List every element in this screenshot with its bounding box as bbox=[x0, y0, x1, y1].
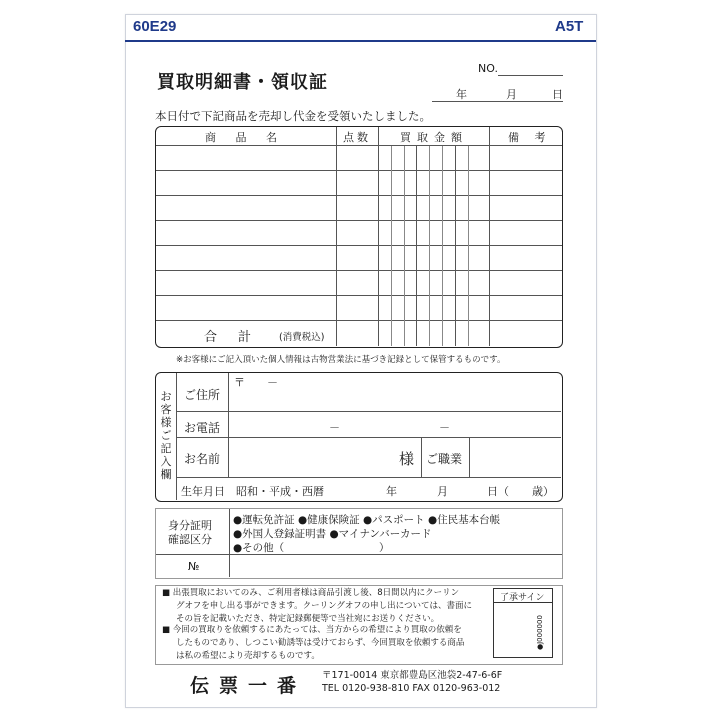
customer-side-label: お客様ご記入欄 bbox=[160, 390, 172, 481]
row-line bbox=[156, 295, 562, 296]
col-qty-header: 点数 bbox=[343, 131, 371, 144]
privacy-note: ※お客様にご記入頂いた個人情報は古物営業法に基づき記録として保管するものです。 bbox=[176, 355, 506, 365]
digit-divider bbox=[455, 146, 456, 346]
name-row-line bbox=[177, 477, 561, 478]
phone-label: お電話 bbox=[184, 421, 221, 435]
intro-text: 本日付で下記商品を売却し代金を受領いたしました。 bbox=[155, 109, 431, 123]
job-divider bbox=[469, 438, 470, 477]
row-line bbox=[156, 195, 562, 196]
birth-label: 生年月日 bbox=[181, 485, 225, 498]
date-day: 日 bbox=[552, 88, 563, 101]
form-code-right: A5T bbox=[555, 18, 584, 35]
id-options-2: ●外国人登録証明書 ●マイナンバーカード bbox=[233, 528, 432, 540]
row-line bbox=[156, 245, 562, 246]
tax-note: (消費税込) bbox=[279, 332, 325, 343]
row-line bbox=[156, 270, 562, 271]
digit-divider bbox=[468, 146, 469, 346]
notice-line-2: グオフを申し出る事ができます。クーリングオフの申し出については、書面に bbox=[176, 601, 472, 611]
id-no-label: № bbox=[188, 560, 200, 573]
id-label-2: 確認区分 bbox=[168, 533, 212, 546]
id-options-3: ●その他（ bbox=[233, 542, 285, 554]
notice-line-4: ■ 今回の買取りを依頼するにあたっては、当方からの希望により買取の依頼を bbox=[162, 625, 462, 635]
phone-dash-2: － bbox=[439, 421, 450, 434]
id-label-1: 身分証明 bbox=[168, 519, 212, 532]
consent-sign-label: 了承サイン bbox=[500, 593, 545, 603]
birth-month: 月 bbox=[437, 485, 448, 498]
items-table bbox=[155, 126, 563, 348]
form-code-left: 60E29 bbox=[133, 18, 177, 35]
col-price-header: 買取金額 bbox=[400, 131, 468, 144]
notice-line-6: は私の希望により売却するものです。 bbox=[176, 651, 320, 661]
digit-divider bbox=[429, 146, 430, 346]
digit-divider bbox=[404, 146, 405, 346]
notice-line-1: ■ 出張買取においてのみ、ご利用者様は商品引渡し後、8日間以内にクーリン bbox=[162, 588, 460, 598]
notice-line-5: したものであり、しつこい勧誘等は受けておらず、今回買取を依頼する商品 bbox=[176, 638, 465, 648]
id-row-line bbox=[156, 554, 562, 555]
col-divider bbox=[489, 127, 490, 346]
col-divider bbox=[378, 127, 379, 346]
total-label: 合 計 bbox=[204, 330, 256, 345]
col-remarks-header: 備 考 bbox=[508, 131, 552, 144]
row-line bbox=[156, 170, 562, 171]
birth-year: 年 bbox=[386, 485, 397, 498]
row-line bbox=[156, 220, 562, 221]
date-month: 月 bbox=[506, 88, 517, 101]
company-address: 〒171-0014 東京都豊島区池袋2-47-6-6F bbox=[322, 670, 503, 681]
phone-dash-1: － bbox=[329, 421, 340, 434]
address-row-line bbox=[177, 411, 561, 412]
date-line bbox=[432, 101, 563, 102]
form-title: 買取明細書・領収証 bbox=[157, 72, 328, 93]
birth-age: 歳） bbox=[532, 485, 554, 498]
brand-name: 伝票一番 bbox=[190, 675, 307, 697]
total-row-line bbox=[156, 320, 562, 321]
col-item-header: 商 品 名 bbox=[205, 131, 285, 144]
no-label: NO. bbox=[478, 62, 498, 75]
postal-mark: 〒 － bbox=[234, 376, 278, 389]
col-divider bbox=[336, 127, 337, 346]
company-tel-fax: TEL 0120-938-810 FAX 0120-963-012 bbox=[322, 683, 501, 694]
header-rule bbox=[125, 40, 596, 42]
side-code: ●J000000 bbox=[536, 615, 544, 650]
id-options-1: ●運転免許証 ●健康保険証 ●パスポート ●住民基本台帳 bbox=[233, 514, 501, 526]
notice-line-3: その旨を記載いただき、特定記録郵便等で当社宛にお送りください。 bbox=[176, 614, 440, 624]
birth-eras: 昭和・平成・西暦 bbox=[236, 485, 324, 498]
name-label: お名前 bbox=[184, 452, 221, 466]
label-divider bbox=[228, 373, 229, 477]
date-year: 年 bbox=[456, 88, 467, 101]
id-options-3-end: ） bbox=[379, 542, 390, 554]
birth-day: 日（ bbox=[487, 485, 509, 498]
digit-divider bbox=[391, 146, 392, 346]
phone-row-line bbox=[177, 437, 561, 438]
digit-divider bbox=[416, 146, 417, 346]
sama-label: 様 bbox=[399, 450, 415, 468]
job-divider bbox=[421, 438, 422, 477]
header-row-line bbox=[156, 145, 562, 146]
address-label: ご住所 bbox=[184, 388, 221, 402]
job-label: ご職業 bbox=[426, 452, 463, 466]
no-line bbox=[498, 75, 563, 76]
digit-divider bbox=[442, 146, 443, 346]
id-divider bbox=[229, 509, 230, 577]
